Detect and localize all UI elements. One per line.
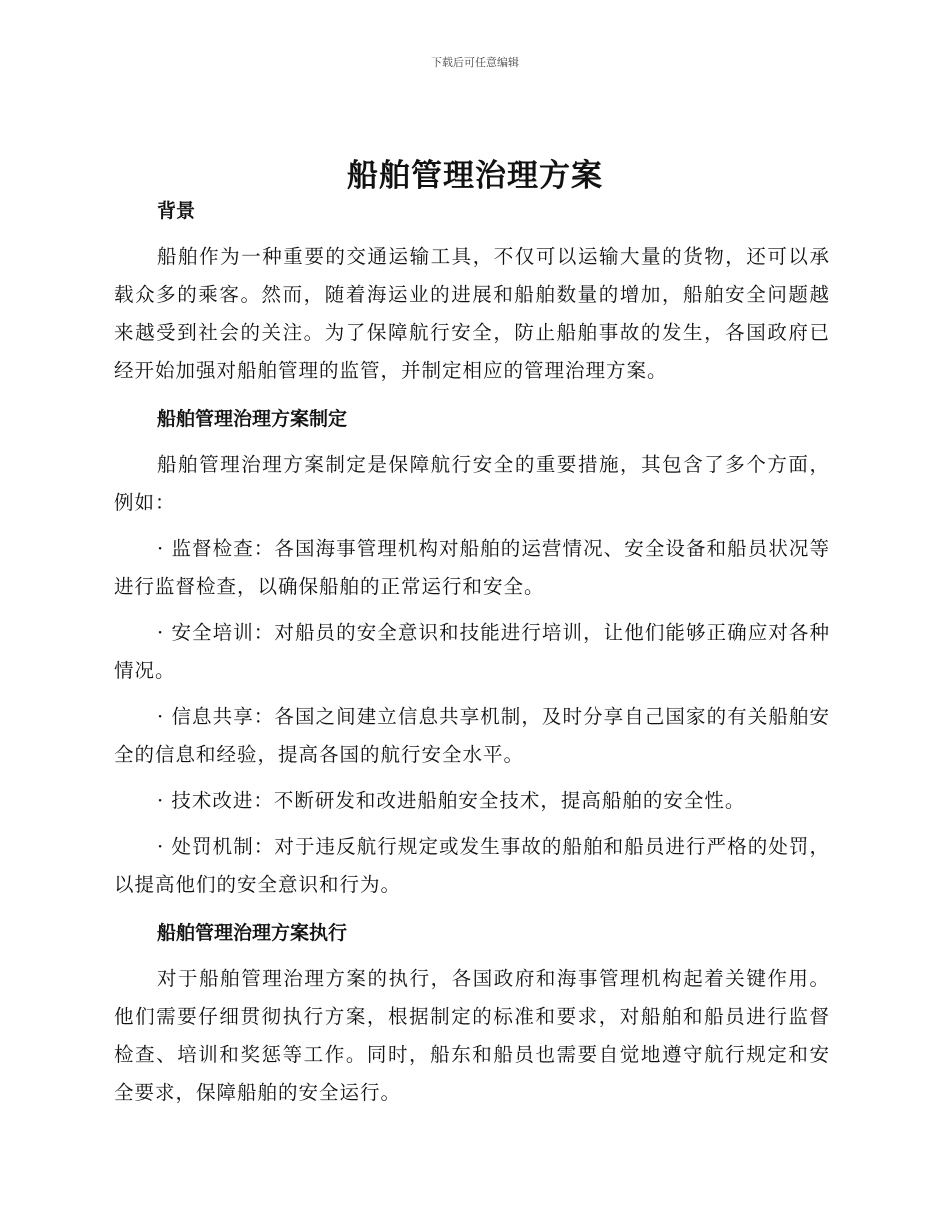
document-body xyxy=(114,192,830,1112)
paragraph-execution: 对于船舶管理治理方案的执行，各国政府和海事管理机构起着关键作用。他们需要仔细贯彻执行方案，根据制定的标准和要求，对船舶和船员进行监督检查、培训和奖惩等工作。同时，船东和船员也需要自觉地遵守航行规定和安全要求，保障船舶的安全运行。 xyxy=(114,967,830,1104)
bullet-item-training: · 安全培训：对船员的安全意识和技能进行培训，让他们能够正确应对各种情况。 xyxy=(114,621,830,682)
section-heading-background: 背景 xyxy=(157,200,196,222)
document-title: 船舶管理治理方案 xyxy=(347,158,603,194)
bullet-item-technology: · 技术改进：不断研发和改进船舶安全技术，提高船舶的安全性。 xyxy=(157,789,746,812)
paragraph-background: 船舶作为一种重要的交通运输工具，不仅可以运输大量的货物，还可以承载众多的乘客。然而，随着海运业的进展和船舶数量的增加，船舶安全问题越来越受到社会的关注。为了保障航行安全，防止船舶事故的发生，各国政府已经开始加强对船舶管理的监管，并制定相应的管理治理方案。 xyxy=(114,245,830,382)
header-note: 下载后可任意编辑 xyxy=(431,56,519,69)
bullet-item-supervision: · 监督检查：各国海事管理机构对船舶的运营情况、安全设备和船员状况等进行监督检查，以确保船舶的正常运行和安全。 xyxy=(114,537,830,598)
bullet-item-information-sharing: · 信息共享：各国之间建立信息共享机制，及时分享自己国家的有关船舶安全的信息和经验，提高各国的航行安全水平。 xyxy=(114,705,830,766)
section-heading-execution: 船舶管理治理方案执行 xyxy=(157,922,348,944)
section-heading-formulation: 船舶管理治理方案制定 xyxy=(157,408,348,430)
paragraph-formulation-intro: 船舶管理治理方案制定是保障航行安全的重要措施，其包含了多个方面，例如： xyxy=(114,453,830,514)
bullet-item-penalty: · 处罚机制：对于违反航行规定或发生事故的船舶和船员进行严格的处罚，以提高他们的安全意识和行为。 xyxy=(114,835,830,896)
